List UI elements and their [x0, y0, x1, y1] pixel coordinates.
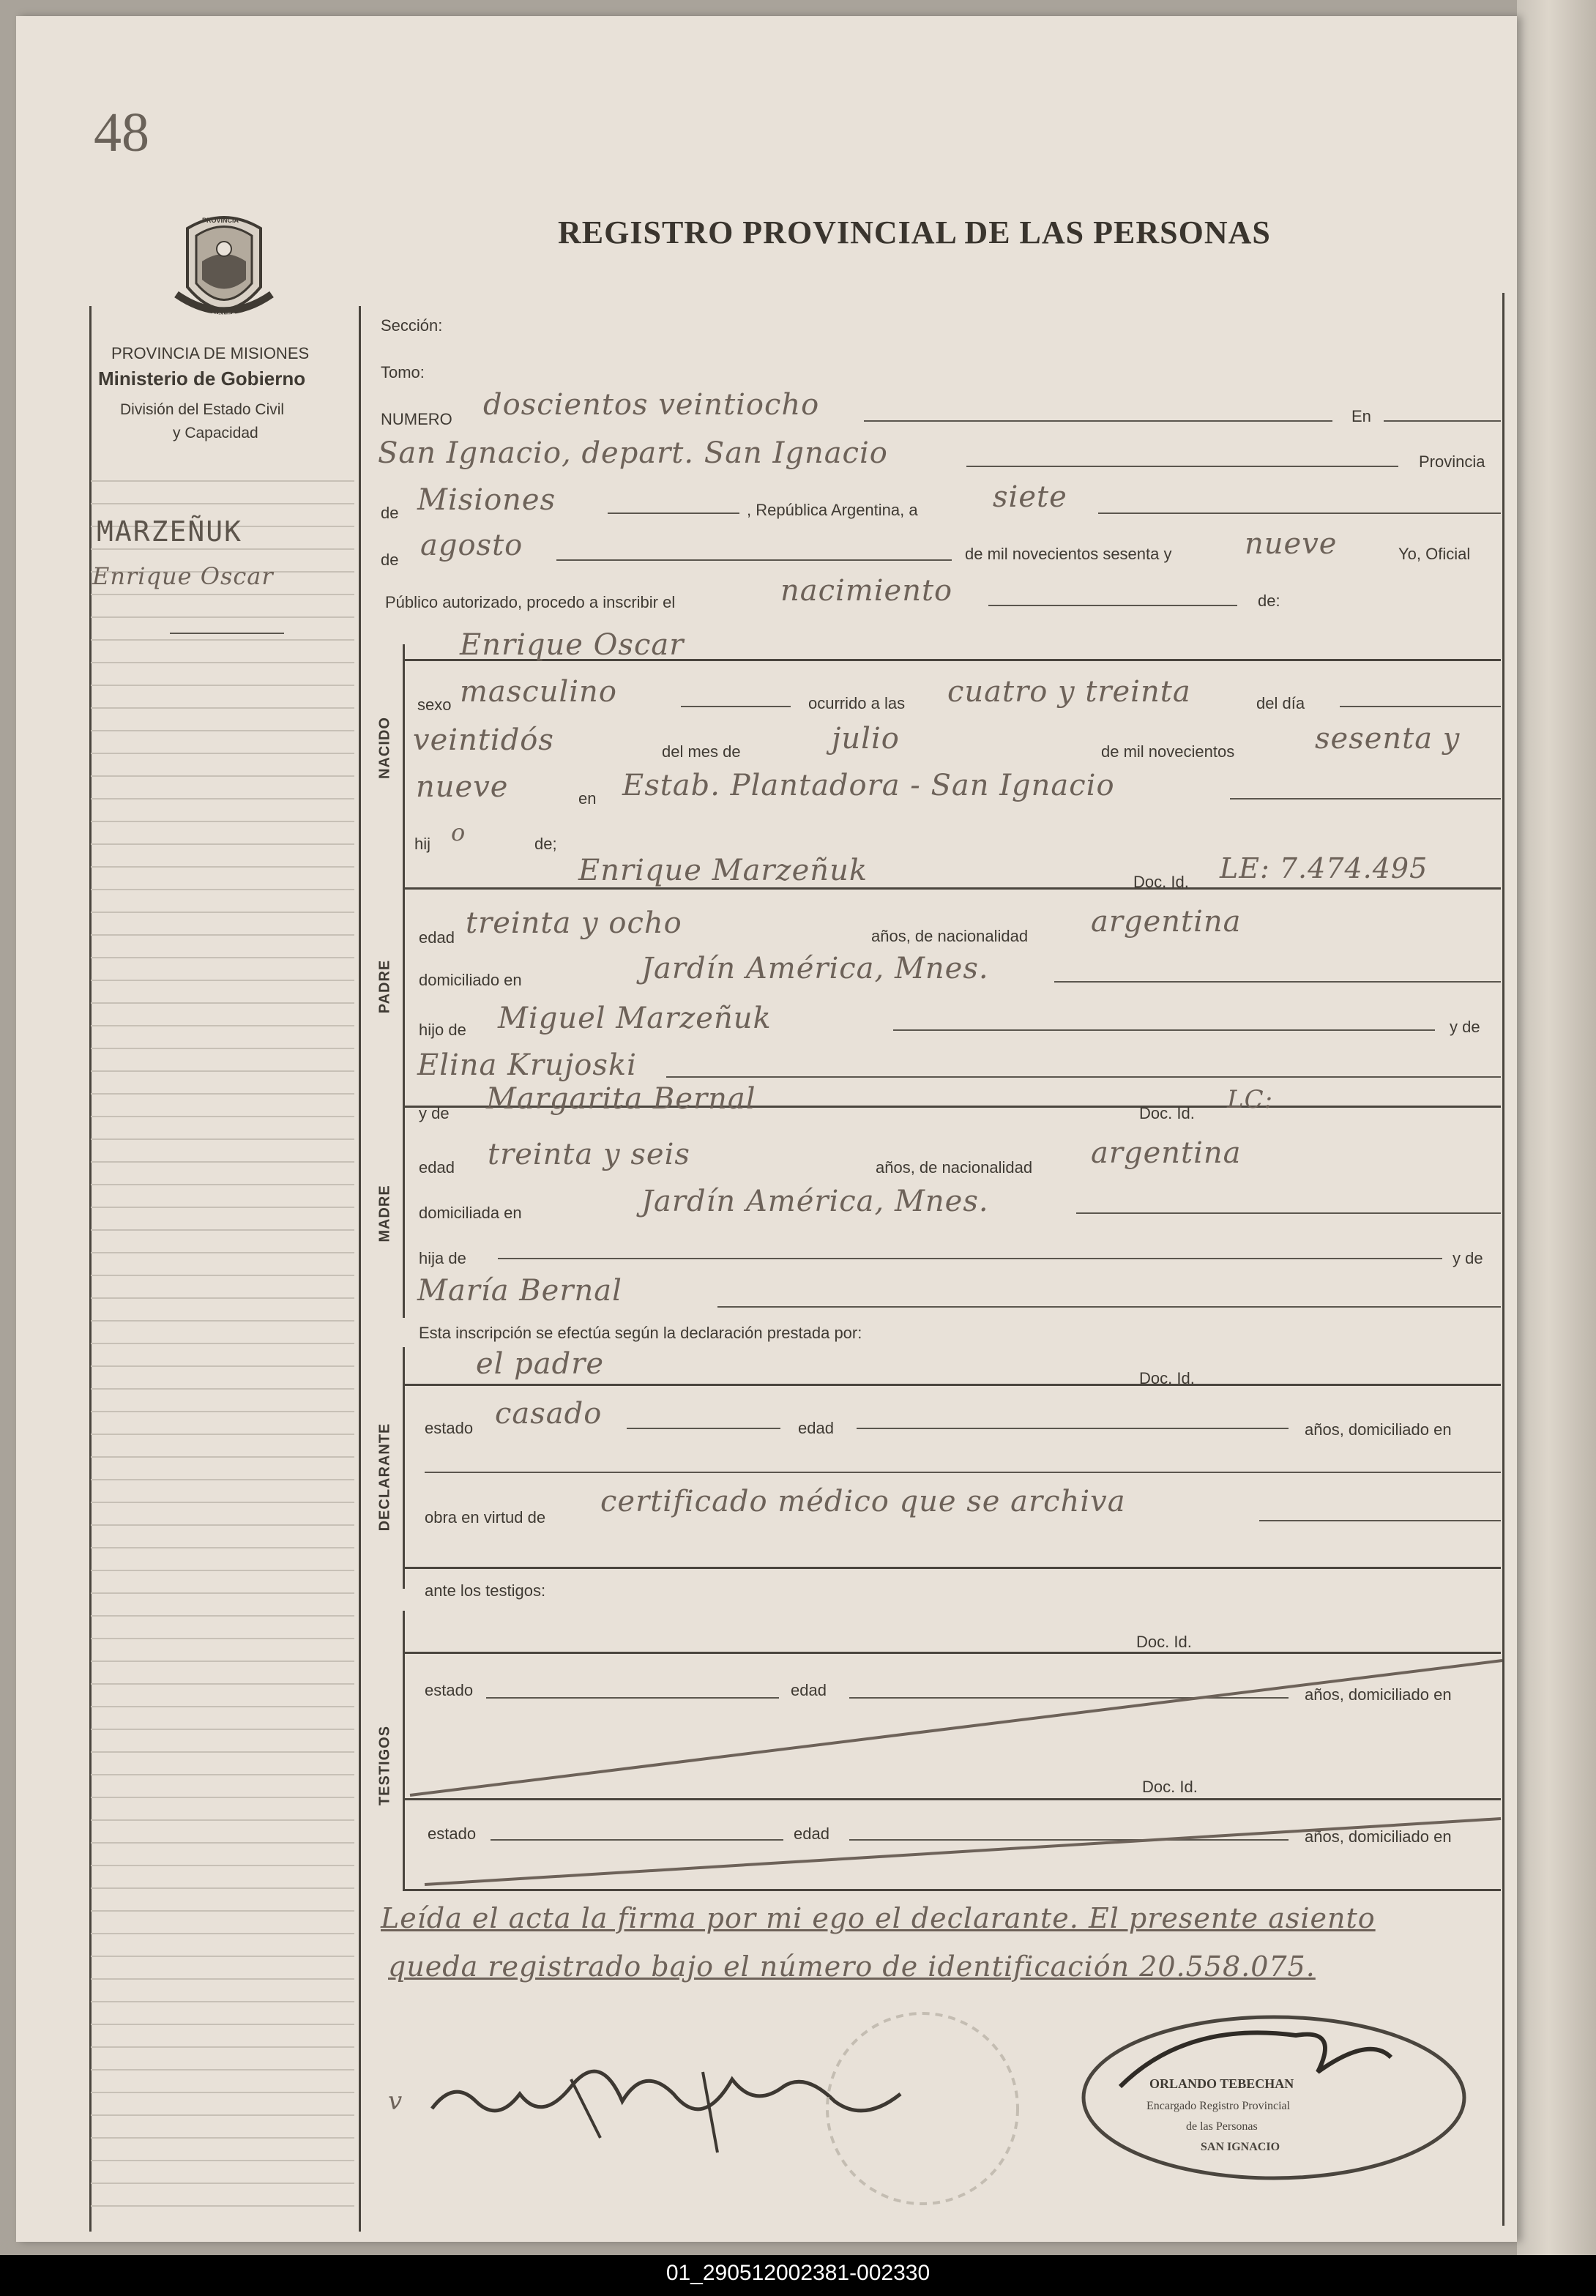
label-testigo2-anos: años, domiciliado en	[1305, 1827, 1452, 1846]
label-publico: Público autorizado, procedo a inscribir el	[385, 593, 676, 611]
entry-lugar: San Ignacio, depart. San Ignacio	[378, 436, 888, 470]
entry-madre-doc: LC:	[1227, 1085, 1274, 1114]
signature-mark: v	[388, 2087, 403, 2116]
label-obra-en-virtud: obra en virtud de	[425, 1508, 546, 1527]
entry-numero: doscientos veintiocho	[483, 388, 820, 422]
label-declarante-doc: Doc. Id.	[1139, 1369, 1195, 1387]
label-testigo2-estado: estado	[428, 1824, 477, 1843]
stamp-line-1: ORLANDO TEBECHAN	[1149, 2076, 1294, 2091]
footer-code: 01_290512002381-002330	[665, 2261, 931, 2285]
faint-round-seal	[798, 1999, 1047, 2218]
label-madre-anos-nac: años, de nacionalidad	[876, 1158, 1033, 1177]
label-de-mil-nov: de mil novecientos	[1101, 742, 1235, 761]
label-madre-edad: edad	[419, 1158, 455, 1177]
label-declarante-anos: años, domiciliado en	[1305, 1420, 1452, 1439]
entry-mes-inscripcion: agosto	[420, 529, 523, 562]
label-testigo2-edad: edad	[794, 1824, 829, 1843]
label-del-dia: del día	[1256, 694, 1305, 712]
label-padre-y-de: y de	[1450, 1018, 1480, 1036]
label-testigo1-estado: estado	[425, 1681, 474, 1699]
entry-padre-nombre: Enrique Marzeñuk	[578, 854, 868, 887]
section-label-madre: MADRE	[376, 1185, 393, 1242]
section-label-padre: PADRE	[376, 959, 393, 1014]
issuer-ministry: Ministerio de Gobierno	[98, 368, 306, 390]
entry-dia-inscripcion: siete	[993, 480, 1067, 514]
label-de-semicolon: de;	[534, 835, 557, 853]
entry-madre-domicilio: Jardín América, Mnes.	[641, 1185, 989, 1218]
entry-lugar-nacimiento: Estab. Plantadora - San Ignacio	[622, 769, 1115, 802]
label-padre-anos-nac: años, de nacionalidad	[871, 927, 1029, 945]
entry-madre-nacionalidad: argentina	[1091, 1136, 1242, 1170]
label-numero: NUMERO	[381, 410, 452, 428]
margin-given-name: Enrique Oscar	[92, 562, 274, 590]
page-title: REGISTRO PROVINCIAL DE LAS PERSONAS	[558, 215, 1271, 250]
stamp-line-2: Encargado Registro Provincial	[1146, 2100, 1291, 2112]
entry-declarante-estado: casado	[495, 1397, 603, 1431]
entry-padre-doc: LE: 7.474.495	[1220, 852, 1428, 884]
entry-hijo-sufijo: o	[451, 819, 466, 846]
label-ante-testigos: ante los testigos:	[425, 1581, 546, 1600]
entry-provincia: Misiones	[417, 483, 556, 517]
label-de-colon: de:	[1258, 592, 1280, 610]
entry-declarante: el padre	[476, 1347, 605, 1381]
label-testigo1-anos: años, domiciliado en	[1305, 1685, 1452, 1704]
entry-nombre: Enrique Oscar	[460, 628, 685, 662]
label-testigo1-edad: edad	[791, 1681, 827, 1699]
entry-certificado: certificado médico que se archiva	[600, 1485, 1126, 1518]
section-label-testigos: TESTIGOS	[376, 1725, 393, 1806]
entry-anio: nueve	[1245, 527, 1338, 561]
entry-padre-domicilio: Jardín América, Mnes.	[641, 952, 989, 985]
entry-padre-padre: Miguel Marzeñuk	[498, 1002, 772, 1035]
emblem-text-top: PROVINCIA	[202, 217, 239, 224]
label-testigo1-doc: Doc. Id.	[1136, 1633, 1192, 1651]
section-label-declarante: DECLARANTE	[376, 1423, 393, 1532]
label-declarante-edad: edad	[798, 1419, 834, 1437]
label-sexo: sexo	[417, 696, 452, 714]
label-de-1: de	[381, 504, 399, 522]
closing-line-1: Leída el acta la firma por mi ego el declarante. El presente asiento	[381, 1902, 1376, 1934]
label-tomo: Tomo:	[381, 363, 425, 381]
emblem-text-bottom: MISIONES	[204, 312, 236, 319]
label-madre-hija-de: hija de	[419, 1249, 466, 1267]
label-testigo2-doc: Doc. Id.	[1142, 1778, 1198, 1796]
entry-padre-edad: treinta y ocho	[466, 906, 682, 940]
issuer-division-2: y Capacidad	[173, 425, 258, 441]
stamp-line-4: SAN IGNACIO	[1201, 2141, 1280, 2153]
entry-dia-nacimiento: veintidós	[413, 723, 554, 757]
label-padre-doc: Doc. Id.	[1133, 873, 1189, 891]
label-hijo: hij	[414, 835, 431, 853]
entry-madre-edad: treinta y seis	[488, 1138, 690, 1171]
stamp-line-3: de las Personas	[1186, 2120, 1258, 2133]
issuer-division-1: División del Estado Civil	[120, 401, 285, 418]
label-declarante-estado: estado	[425, 1419, 474, 1437]
entry-hora: cuatro y treinta	[947, 675, 1191, 709]
official-stamp	[1076, 2006, 1472, 2189]
entry-madre-nombre: Margarita Bernal	[486, 1082, 756, 1116]
entry-padre-madre: Elina Krujoski	[417, 1048, 637, 1082]
entry-mes-nacimiento: julio	[832, 722, 900, 756]
entry-sexo: masculino	[460, 675, 617, 709]
entry-anio-nacimiento-1: sesenta y	[1315, 722, 1461, 756]
label-del-mes: del mes de	[662, 742, 741, 761]
entry-acto: nacimiento	[780, 574, 953, 608]
label-ocurrido: ocurrido a las	[808, 694, 906, 712]
label-esta-inscripcion: Esta inscripción se efectúa según la declaración prestada por:	[419, 1324, 862, 1342]
label-madre-domicilio: domiciliada en	[419, 1204, 522, 1222]
label-provincia: Provincia	[1419, 452, 1485, 471]
section-label-nacido: NACIDO	[376, 717, 393, 779]
label-padre-hijo-de: hijo de	[419, 1021, 466, 1039]
entry-madre-madre: María Bernal	[417, 1274, 622, 1308]
label-padre-domicilio: domiciliado en	[419, 971, 522, 989]
margin-surname: MARZEÑUK	[97, 515, 243, 548]
label-madre-y-de: y de	[1453, 1249, 1483, 1267]
label-de-mil: de mil novecientos sesenta y	[965, 545, 1172, 563]
label-padre-edad: edad	[419, 928, 455, 947]
entry-padre-nacionalidad: argentina	[1091, 905, 1242, 939]
label-yo-oficial: Yo, Oficial	[1398, 545, 1471, 563]
label-republica: , República Argentina, a	[747, 501, 918, 519]
label-de-2: de	[381, 551, 399, 569]
page-number: 48	[94, 102, 149, 163]
label-madre-doc: Doc. Id.	[1139, 1104, 1195, 1122]
label-en-nacimiento: en	[578, 789, 597, 808]
label-seccion: Sección:	[381, 316, 443, 335]
label-y-de-madre: y de	[419, 1104, 450, 1122]
issuer-province: PROVINCIA DE MISIONES	[111, 344, 310, 362]
entry-anio-nacimiento-2: nueve	[416, 770, 509, 804]
label-en: En	[1351, 407, 1371, 425]
closing-line-2: queda registrado bajo el número de identificación 20.558.075.	[388, 1950, 1316, 1983]
